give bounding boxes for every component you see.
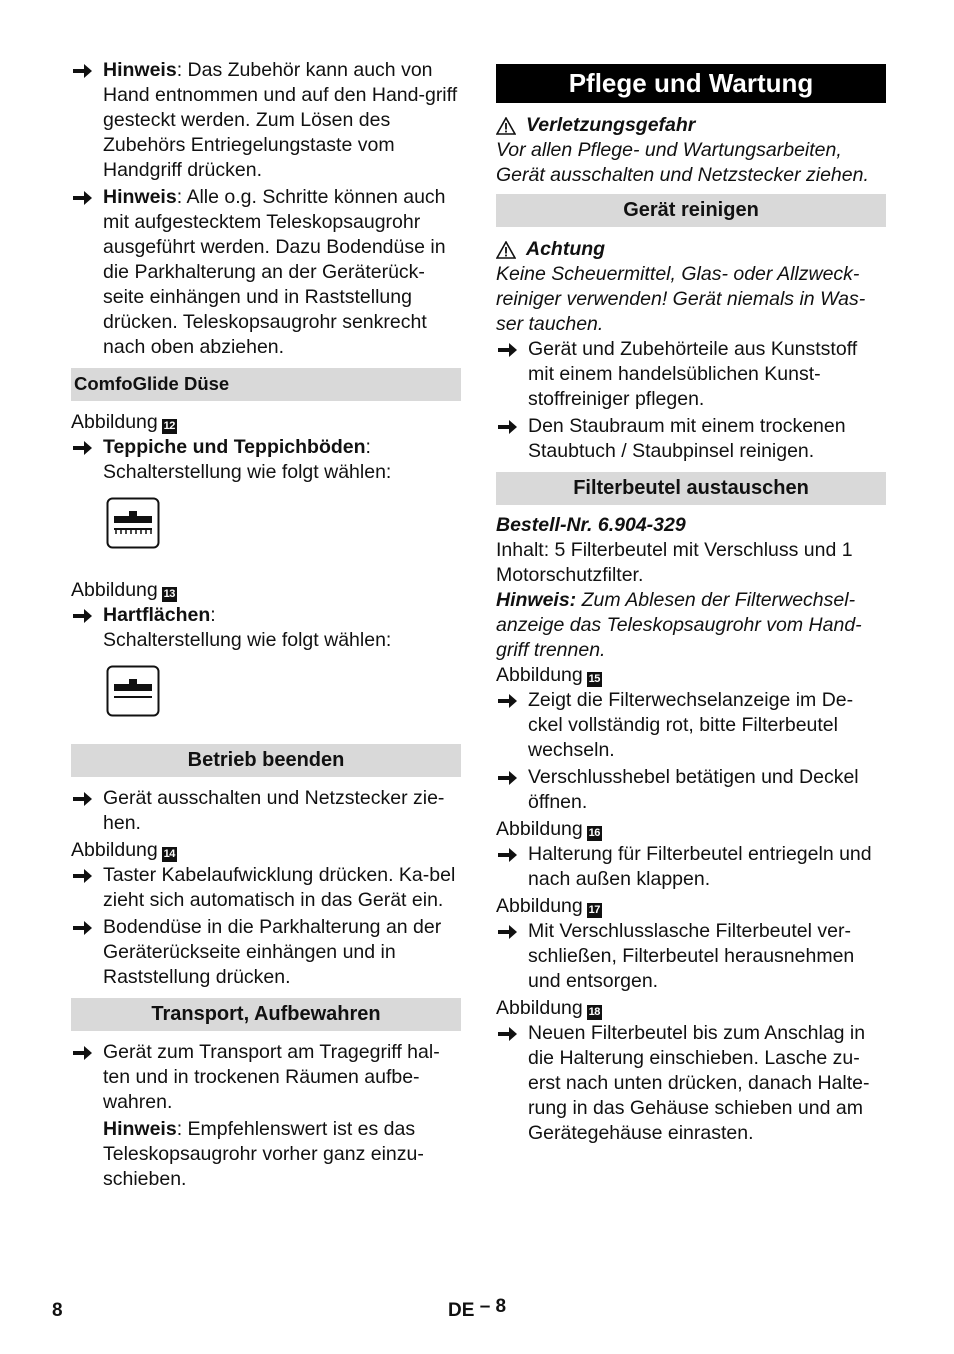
list-item: Neuen Filterbeutel bis zum Anschlag in die Halterung einschieben. Lasche zu-erst nach unten drücken, danach Halte-rung in das Gehäuse schieben und am Gerätegehäuse einrasten.	[496, 1021, 886, 1146]
warning-text: Vor allen Pflege- und Wartungsarbeiten, Gerät ausschalten und Netzstecker ziehen.	[496, 139, 869, 186]
left-column	[71, 58, 461, 1192]
figure-reference: Abbildung 17	[496, 895, 600, 917]
arrow-icon	[73, 863, 97, 888]
note-text: : Das Zubehör kann auch von Hand entnommen und auf den Hand-griff gesteckt werden. Zum Lösen des Zubehörs Entriegelungstaste vom Handgriff drücken.	[103, 59, 458, 181]
note-filter: Hinweis: Zum Ablesen der Filterwechsel-anzeige das Teleskopsaugrohr vom Hand-griff trennen.	[496, 589, 862, 661]
arrow-icon	[498, 688, 522, 713]
list-item: Mit Verschlusslasche Filterbeutel ver-schließen, Filterbeutel herausnehmen und entsorgen.	[496, 919, 886, 994]
section-heading-reinigen: Gerät reinigen	[496, 194, 886, 227]
list-item: Gerät ausschalten und Netzstecker zie-hen.	[71, 786, 461, 836]
note-label: Hinweis	[103, 59, 177, 81]
figure-number: 14	[163, 848, 175, 860]
list-item: Gerät zum Transport am Tragegriff hal-ten und in trockenen Räumen aufbe-wahren.	[71, 1040, 461, 1115]
list-item: Gerät und Zubehörteile aus Kunststoff mit einem handelsüblichen Kunst-stoffreiniger pflegen.	[496, 337, 886, 412]
figure-reference: Abbildung 16	[496, 818, 600, 840]
note-transport: Hinweis: Empfehlenswert ist es das Teleskopsaugrohr vorher ganz einzu-schieben.	[103, 1118, 424, 1190]
list-item-hard-floor: Hartflächen: Schalterstellung wie folgt wählen:	[71, 603, 461, 653]
arrow-icon	[73, 435, 97, 460]
warning-attention: Achtung	[496, 237, 886, 262]
language-code: DE	[448, 1300, 475, 1321]
package-content: Inhalt: 5 Filterbeutel mit Verschluss und 1 Motorschutzfilter.	[496, 539, 853, 586]
figure-reference: Abbildung 15	[496, 664, 600, 686]
arrow-icon	[73, 786, 97, 811]
figure-number: 17	[588, 904, 600, 916]
section-heading-comfoglide: ComfoGlide Düse	[71, 368, 461, 401]
section-heading-betrieb: Betrieb beenden	[71, 744, 461, 777]
switch-hard-floor-icon	[106, 665, 160, 717]
arrow-icon	[498, 337, 522, 362]
page-footer-label: DE – 8	[448, 1296, 507, 1321]
list-item: Taster Kabelaufwicklung drücken. Ka-bel zieht sich automatisch in das Gerät ein.	[71, 863, 461, 913]
warning-triangle-icon	[496, 241, 516, 259]
section-heading-filter: Filterbeutel austauschen	[496, 472, 886, 505]
page-number-left: 8	[52, 1300, 63, 1321]
figure-number: 16	[588, 827, 600, 839]
switch-carpet-icon	[106, 497, 160, 549]
arrow-icon	[73, 603, 97, 628]
list-item: Halterung für Filterbeutel entriegeln und nach außen klappen.	[496, 842, 886, 892]
figure-reference: Abbildung 14	[71, 839, 175, 861]
figure-number: 13	[163, 588, 175, 600]
figure-reference: Abbildung 12	[71, 411, 175, 433]
list-item: Zeigt die Filterwechselanzeige im De-ckel vollständig rot, bitte Filterbeutel wechseln.	[496, 688, 886, 763]
arrow-icon	[73, 185, 97, 210]
figure-reference: Abbildung 18	[496, 997, 600, 1019]
figure-number: 18	[588, 1006, 600, 1018]
note-text: : Alle o.g. Schritte können auch mit aufgestecktem Teleskopsaugrohr ausgeführt werden. Dazu Bodendüse in die Parkhalterung an der Geräterück-seite einhängen und in Raststellung drücken. Teleskopsaugrohr senkrecht nach oben abziehen.	[103, 186, 446, 358]
arrow-icon	[73, 915, 97, 940]
arrow-icon	[73, 58, 97, 83]
arrow-icon	[498, 1021, 522, 1046]
figure-reference: Abbildung 13	[71, 579, 175, 601]
list-item-carpet: Teppiche und Teppichböden: Schalterstellung wie folgt wählen:	[71, 435, 461, 485]
section-heading-transport: Transport, Aufbewahren	[71, 998, 461, 1031]
warning-injury: Verletzungsgefahr	[496, 113, 886, 138]
list-item: Bodendüse in die Parkhalterung an der Geräterückseite einhängen und in Raststellung drücken.	[71, 915, 461, 990]
page-title: Pflege und Wartung	[496, 64, 886, 103]
list-item: Verschlusshebel betätigen und Deckel öffnen.	[496, 765, 886, 815]
figure-number: 12	[163, 420, 175, 432]
list-item: Den Staubraum mit einem trockenen Staubtuch / Staubpinsel reinigen.	[496, 414, 886, 464]
arrow-icon	[498, 919, 522, 944]
page-number-right: 8	[495, 1296, 507, 1317]
arrow-icon	[498, 414, 522, 439]
figure-number: 15	[588, 673, 600, 685]
arrow-icon	[498, 765, 522, 790]
arrow-icon	[498, 842, 522, 867]
right-column	[496, 64, 886, 1148]
warning-triangle-icon	[496, 117, 516, 135]
note-accessory	[71, 58, 461, 183]
warning-text: Keine Scheuermittel, Glas- oder Allzweck-reiniger verwenden! Gerät niemals in Was-ser tauchen.	[496, 263, 866, 335]
order-number: Bestell-Nr. 6.904-329	[496, 514, 686, 536]
note-steps	[71, 185, 461, 360]
arrow-icon	[73, 1040, 97, 1065]
note-label: Hinweis	[103, 186, 177, 208]
